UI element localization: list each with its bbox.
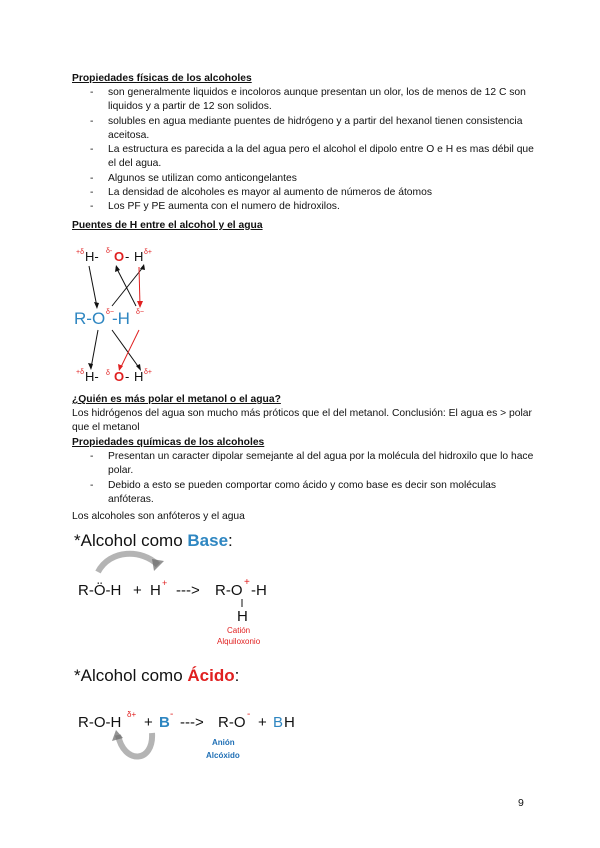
hydrogen-atom: H-	[85, 249, 99, 264]
delta-minus-label: δ-	[106, 248, 113, 255]
heading-hydrogen-bonds: Puentes de H entre el alcohol y el agua	[72, 220, 263, 231]
bond-arrow	[139, 267, 140, 306]
base-title: *Alcohol como Base:	[74, 531, 233, 550]
charge-label: +	[162, 578, 168, 588]
cation-label: Alquiloxonio	[217, 637, 261, 646]
list-item: - La estructura es parecida a la del agua pero el alcohol el dipolo entre O e H es mas débil que el del agua.	[72, 143, 542, 172]
hydrogen-atom: H	[134, 369, 144, 384]
page-number: 9	[518, 797, 524, 809]
delta-plus-label: δ−	[136, 309, 144, 316]
heading-physical-properties: Propiedades físicas de los alcoholes	[72, 73, 252, 84]
base-reactant: R-Ö-H	[78, 582, 122, 599]
charge-label: -	[170, 709, 174, 720]
cation-label: Catión	[227, 626, 251, 635]
acid-product: R-O	[218, 714, 246, 731]
bond-arrow	[91, 330, 98, 368]
bond-dash: -	[125, 249, 130, 264]
conjugate-acid-h: H	[284, 714, 295, 731]
list-item: - Los PF y PE aumenta con el numero de hidroxilos.	[72, 200, 542, 214]
charge-label: -	[247, 709, 251, 720]
bond-arrow	[89, 266, 97, 307]
delta-plus-label: δ+	[144, 249, 152, 256]
delta-minus-label: δ−	[106, 309, 114, 316]
list-item: - Algunos se utilizan como anticongelantes	[72, 172, 542, 186]
delta-plus-label: +δ	[76, 249, 84, 256]
hydrogen-bond-diagram	[70, 236, 170, 390]
base-product-h: H	[237, 608, 248, 625]
polarity-answer: Los hidrógenos del agua son mucho más próticos que el del metanol. Conclusión: El agua es > polar que el metanol	[72, 408, 532, 434]
list-item: - son generalmente liquidos e incoloros aunque presentan un olor, los de menos de 12 C son liquidos y a partir de 12 son solidos.	[72, 86, 542, 115]
anion-label: Alcóxido	[206, 751, 240, 760]
delta-plus-label: δ+	[144, 369, 152, 376]
closing-sentence: Los alcoholes son anfóteros y el agua	[72, 511, 245, 522]
plus-sign: +	[144, 714, 153, 731]
physical-properties-list	[72, 86, 542, 215]
delta-plus-label: +δ	[76, 369, 84, 376]
charge-label: δ+	[127, 710, 137, 719]
proton: H	[150, 582, 161, 599]
plus-sign: +	[133, 582, 142, 599]
reaction-arrow: --->	[176, 582, 200, 599]
base-b: B	[159, 714, 170, 731]
list-item: - La densidad de alcoholes es mayor al aumento de números de átomos	[72, 186, 542, 200]
conjugate-acid-b: B	[273, 714, 284, 731]
curved-arrow-icon	[118, 733, 152, 757]
chemical-properties-list	[72, 450, 542, 507]
list-item: - Presentan un caracter dipolar semejante al del agua por la molécula del hidroxilo que lo hace polar.	[72, 450, 542, 479]
base-product: R-O	[215, 582, 243, 599]
heading-polarity-question: ¿Quién es más polar el metanol o el agua?	[72, 394, 281, 405]
bond-dash: -	[125, 369, 130, 384]
alcohol-r-o: R-O	[74, 309, 106, 328]
base-product-tail: -H	[251, 582, 267, 599]
list-item: - solubles en agua mediante puentes de hidrógeno y a partir del hexanol tienen consistencia aceitosa.	[72, 115, 542, 144]
curved-arrow-icon	[98, 554, 158, 572]
acid-base-reactions-figure	[70, 527, 300, 767]
anion-label: Anión	[212, 738, 235, 747]
reaction-arrow: --->	[180, 714, 204, 731]
acid-reactant: R-O-H	[78, 714, 122, 731]
bond-arrow	[116, 267, 136, 306]
heading-chemical-properties: Propiedades químicas de los alcoholes	[72, 437, 265, 448]
alcohol-h: -H	[112, 309, 130, 328]
plus-sign: +	[258, 714, 267, 731]
acid-title: *Alcohol como Ácido:	[74, 666, 240, 685]
charge-label: +	[244, 577, 250, 588]
delta-minus-label: δ	[106, 370, 110, 377]
oxygen-atom: O	[114, 369, 125, 384]
hydrogen-atom: H-	[85, 369, 99, 384]
oxygen-atom: O	[114, 249, 125, 264]
hydrogen-atom: H	[134, 249, 144, 264]
list-item: - Debido a esto se pueden comportar como ácido y como base es decir son moléculas anfóteras.	[72, 479, 542, 508]
